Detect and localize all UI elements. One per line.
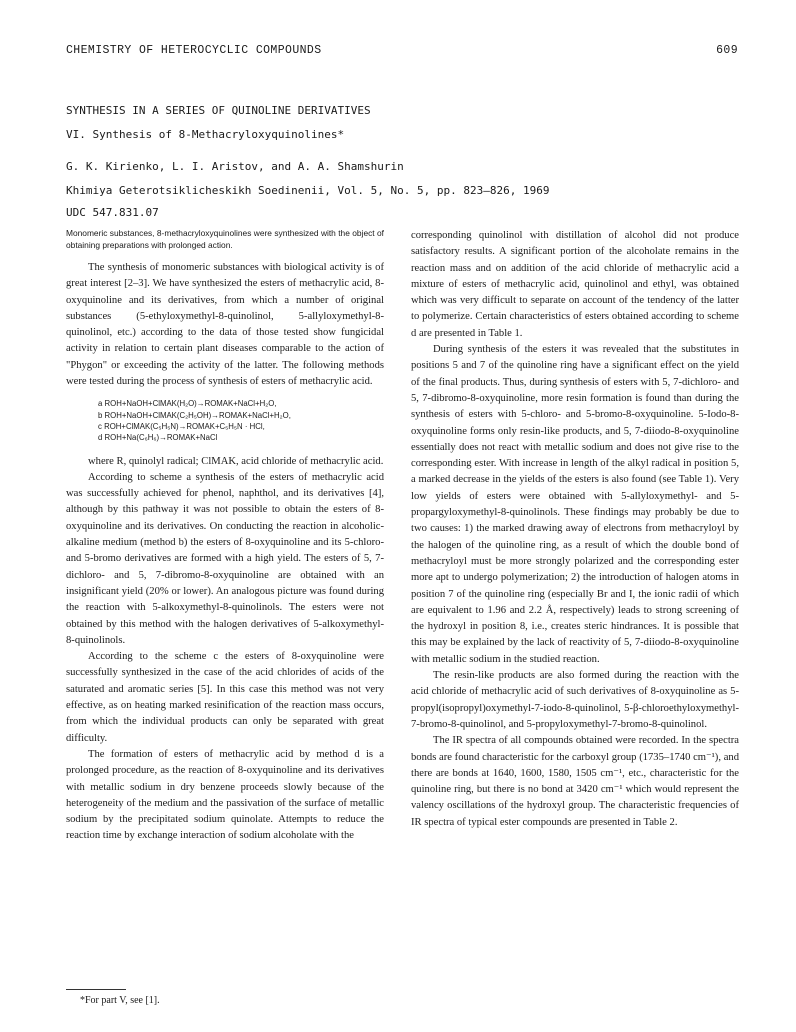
running-header [66, 44, 738, 60]
abstract: Monomeric substances, 8-methacryloxyquinolines were synthesized with the object of obtaining preparations with prolonged action. [66, 228, 384, 250]
scheme-b: b ROH+NaOH+ClMAK(C₂H₅OH)→ROMAK+NaCl+H₂O, [98, 410, 291, 420]
paragraph: According to scheme a synthesis of the esters of methacrylic acid was successfully achieved for phenol, naphthol, and its derivatives [4], although by this pathway it was not possible to obtain the esters of 8-oxyquinoline and its derivatives. On conducting the reaction in alcoholic-alkaline medium (method b) the esters of 8-oxyquinoline and its 5-chloro- and 5-bromo derivatives are formed with a high yield. The esters of 5, 7-dichloro- and 5, 7-dibromo-8-oxyquinoline are obtained with an insignificant yield (20% or lower). An analogous picture was found during the reaction with 5-alkoxymethyl-8-quinolinols. The esters were not obtained by this method with the halogen derivatives of 5-alkoxymethyl-8-quinolinols. [66, 471, 384, 646]
paragraph: where R, quinolyl radical; ClMAK, acid chloride of methacrylic acid. [88, 455, 384, 467]
page-number: 609 [716, 44, 738, 57]
paragraph: The synthesis of monomeric substances with biological activity is of great interest [2–3]. We have synthesized the esters of methacrylic acid, 8-oxyquinoline and its derivatives, from which a number of original substances (5-ethyloxymethyl-8-quinolinol, 5-allyloxymethyl-8-quinolinol, etc.) according to the data of those tested show fungicidal activity in relation to certain plant diseases comparable to the action of "Phygon" or exceeding the activity of the latter. The following methods were tested during the process of synthesis of esters of methacrylic acid. [66, 262, 384, 388]
part-title: VI. Synthesis of 8-Methacryloxyquinolines* [66, 128, 345, 141]
footnote: *For part V, see [1]. [80, 995, 160, 1006]
paragraph: According to the scheme c the esters of 8-oxyquinoline were successfully synthesized in the case of the acid chlorides of acids of the saturated and aromatic series [5]. In this case this method was not very effective, as on heating marked resinification of the reaction mass occurs, from which the individual products can only be separated with great difficulty. [66, 651, 384, 744]
journal-name: CHEMISTRY OF HETEROCYCLIC COMPOUNDS [66, 44, 322, 57]
reaction-schemes [98, 398, 384, 443]
paragraph: The IR spectra of all compounds obtained were recorded. In the spectra bonds are found characteristic for the carboxyl group (1735–1740 cm⁻¹), and there are bonds at 1640, 1600, 1580, 1505 cm⁻¹, etc., characteristic for the quinoline ring, but there is no bond at 3420 cm⁻¹ which would represent the valency oscillations of the hydroxyl group. The characteristic frequencies of IR spectra of typical ester compounds are presented in Table 2. [411, 735, 739, 828]
paragraph: corresponding quinolinol with distillation of alcohol did not produce satisfactory results. A significant portion of the alcoholate remains in the reaction mass and on addition of the acid chloride of methacrylic acid a mixture of esters of methacrylic acid, quinolinol and ethyl, was obtained which was very difficult to separate on account of the tendency of the latter to polymerize. Certain characteristics of esters obtained according to scheme d are presented in Table 1. [411, 230, 739, 339]
paragraph: The resin-like products are also formed during the reaction with the acid chloride of methacrylic acid of such derivatives of 8-oxyquinoline as 5-propyl(isopropyl)oxymethyl-7-iodo-8-quinolinol, 5-β-chloroethyloxymethyl-7-bromo-8-quinolinol, and 5-propyloxymethyl-7-bromo-8-quinolinol. [411, 670, 739, 730]
footnote-rule [66, 989, 126, 990]
scheme-d: d ROH+Na(C₆H₆)→ROMAK+NaCl [98, 433, 218, 443]
source-citation: Khimiya Geterotsiklicheskikh Soedinenii, Vol. 5, No. 5, pp. 823–826, 1969 [66, 184, 550, 197]
series-title: SYNTHESIS IN A SERIES OF QUINOLINE DERIVATIVES [66, 104, 371, 117]
paragraph: During synthesis of the esters it was revealed that the substitutes in positions 5 and 7 of the quinoline ring have a significant effect on the yield of the final products. Thus, during synthesis of esters with 5, 7-dichloro- and 5, 7-dibromo-8-oxyquinoline, more resin formation is found than during the synthesis of esters with 5-chloro- and 5-bromo-8-oxyquinoline. 5-Iodo-8-oxyquinoline forms only resin-like products, and 5, 7-diiodo-8-oxyquinoline essentially does not react with metallic sodium and does not give rise to the corresponding ester. With increase in length of the alkyl radical in position 5, a marked decrease in the yields of the esters is also found (see Table 1). Very low yields of esters were obtained with 5-allyloxymethyl- and 5-propargyloxymethyl-8-quinolinols. These findings may probably be due to two causes: 1) the marked drawing away of electrons from methacryloyl by the halogen of the quinoline ring, as a result of which the double bond of methacryloyl must be more strongly polarized and the corresponding ester more apt to undergo polymerization; 2) the introduction of halogen atoms in position 7 of the quinoline ring (especially Br and I, the ionic radii of which are equivalent to 1.96 and 2.2 Å, respectively) leads to strong screening of the hydroxyl in position 8, i.e., creates steric hindrances. It is possible that this may be explained by the lack of reactivity of 5, 7-diiodo-8-oxyquinoline with metallic sodium in the studied reaction. [411, 344, 739, 665]
paragraph: The formation of esters of methacrylic acid by method d is a prolonged procedure, as the reaction of 8-oxyquinoline and its derivatives with metallic sodium in dry benzene proceeds slowly because of the heterogeneity of the medium and the passivation of the surface of metallic sodium by the precipitated sodium quinolate. Attempts to reduce the reaction time by exchange interaction of sodium alcoholate with the [66, 748, 384, 842]
scheme-c: c ROH+ClMAK(C₅H₅N)→ROMAK+C₅H₅N · HCl, [98, 421, 265, 431]
udc-code: UDC 547.831.07 [66, 206, 159, 219]
authors: G. K. Kirienko, L. I. Aristov, and A. A. Shamshurin [66, 160, 404, 173]
left-column [66, 228, 384, 845]
scheme-a: a ROH+NaOH+ClMAK(H₂O)→ROMAK+NaCl+H₂O, [98, 399, 277, 409]
right-column [411, 228, 739, 831]
